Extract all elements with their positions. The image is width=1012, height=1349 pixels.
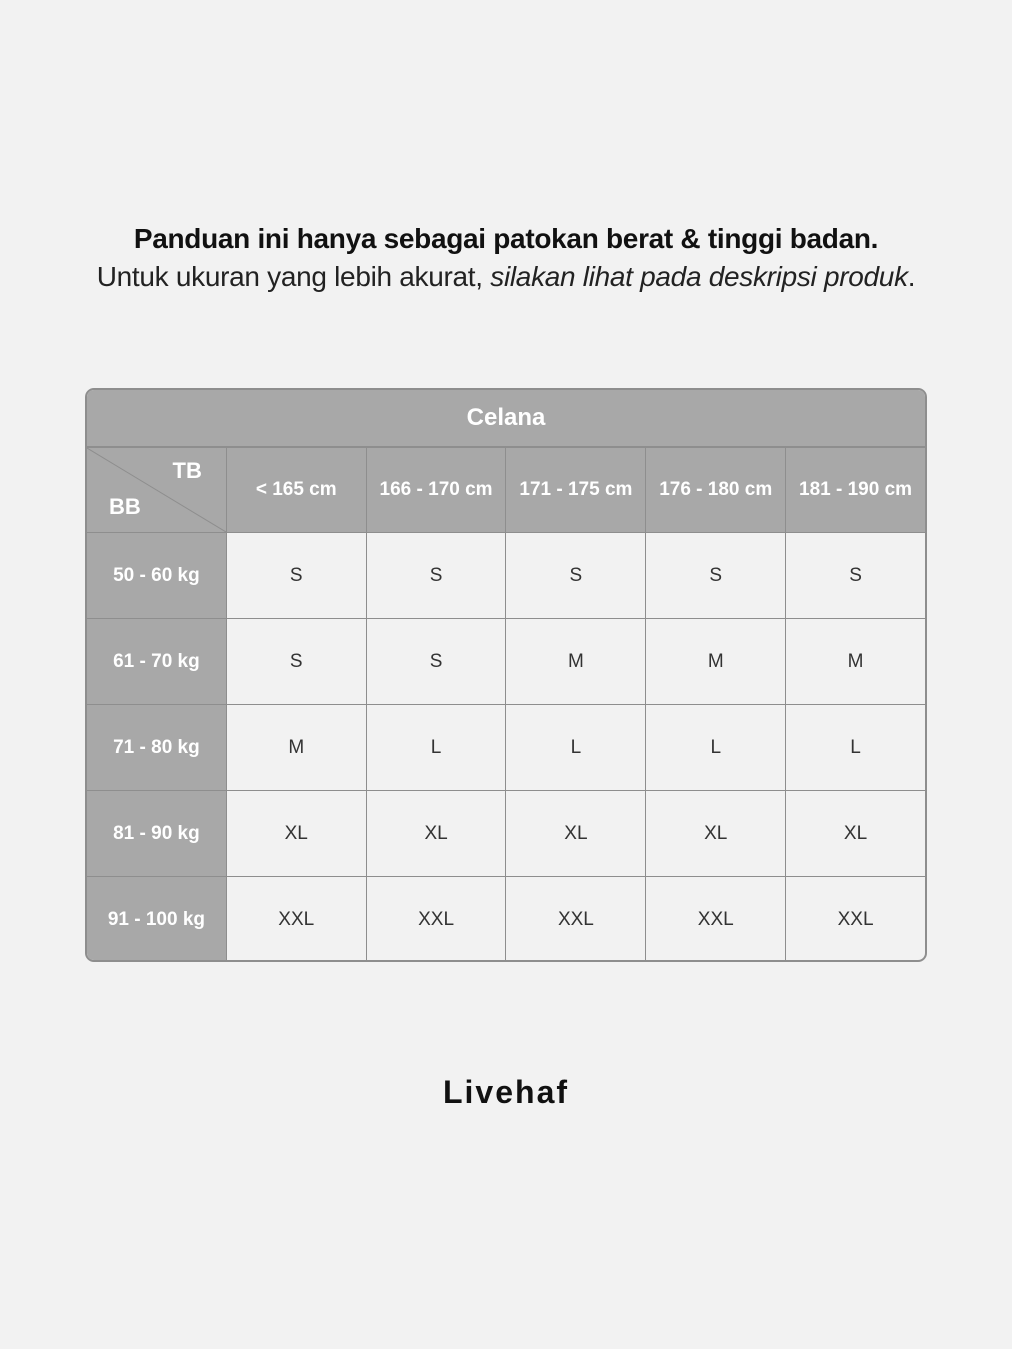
size-cell: M	[847, 650, 864, 672]
size-cell: S	[367, 619, 507, 704]
column-header: 166 - 170 cm	[367, 448, 507, 532]
column-header: 181 - 190 cm	[799, 479, 913, 500]
table-row	[87, 705, 925, 791]
size-cell: S	[367, 533, 507, 618]
size-cell: XL	[367, 791, 507, 876]
size-cell: S	[227, 619, 367, 704]
size-cell: L	[850, 736, 861, 758]
size-cell: M	[646, 619, 786, 704]
column-header: < 165 cm	[227, 448, 367, 532]
column-header: 176 - 180 cm	[646, 448, 786, 532]
table-title: Celana	[87, 390, 925, 448]
size-cell: S	[506, 533, 646, 618]
brand-logo: Livehaf	[442, 1074, 570, 1110]
size-cell: XXL	[227, 877, 367, 962]
table-row	[87, 791, 925, 877]
row-header: 61 - 70 kg	[87, 619, 227, 704]
row-header: 71 - 80 kg	[87, 705, 227, 790]
table-row	[87, 619, 925, 705]
row-header: 50 - 60 kg	[87, 533, 227, 618]
size-cell: L	[506, 705, 646, 790]
size-cell: XL	[506, 791, 646, 876]
size-cell: L	[367, 705, 507, 790]
heading-line-2-plain: Untuk ukuran yang lebih akurat,	[96, 261, 491, 292]
size-cell: XXL	[646, 877, 786, 962]
size-cell: XL	[646, 791, 786, 876]
diagonal-divider	[87, 448, 226, 532]
table-row	[87, 877, 925, 962]
corner-label-weight: BB	[109, 494, 141, 519]
size-chart-table	[85, 388, 927, 962]
size-cell: XXL	[506, 877, 646, 962]
table-header-row	[87, 448, 925, 533]
size-cell: M	[227, 705, 367, 790]
heading-line-2-italic: silakan lihat pada deskripsi produk	[490, 261, 908, 292]
size-cell: XXL	[367, 877, 507, 962]
row-header: 81 - 90 kg	[87, 791, 227, 876]
table-row	[87, 533, 925, 619]
size-cell: S	[849, 564, 862, 586]
size-cell: XL	[227, 791, 367, 876]
table-body	[87, 533, 925, 962]
size-cell: XXL	[837, 908, 874, 930]
size-cell: XL	[843, 822, 868, 844]
size-cell: L	[646, 705, 786, 790]
corner-cell	[87, 448, 227, 532]
heading-line-2-end: .	[907, 261, 916, 292]
heading-line-1: Panduan ini hanya sebagai patokan berat & tinggi badan.	[133, 223, 879, 254]
heading-line-2	[0, 258, 1012, 296]
row-header: 91 - 100 kg	[87, 877, 227, 962]
corner-label-height: TB	[172, 458, 202, 483]
page-heading	[0, 220, 1012, 296]
size-cell: S	[227, 533, 367, 618]
size-cell: S	[646, 533, 786, 618]
column-header: 171 - 175 cm	[506, 448, 646, 532]
size-cell: M	[506, 619, 646, 704]
